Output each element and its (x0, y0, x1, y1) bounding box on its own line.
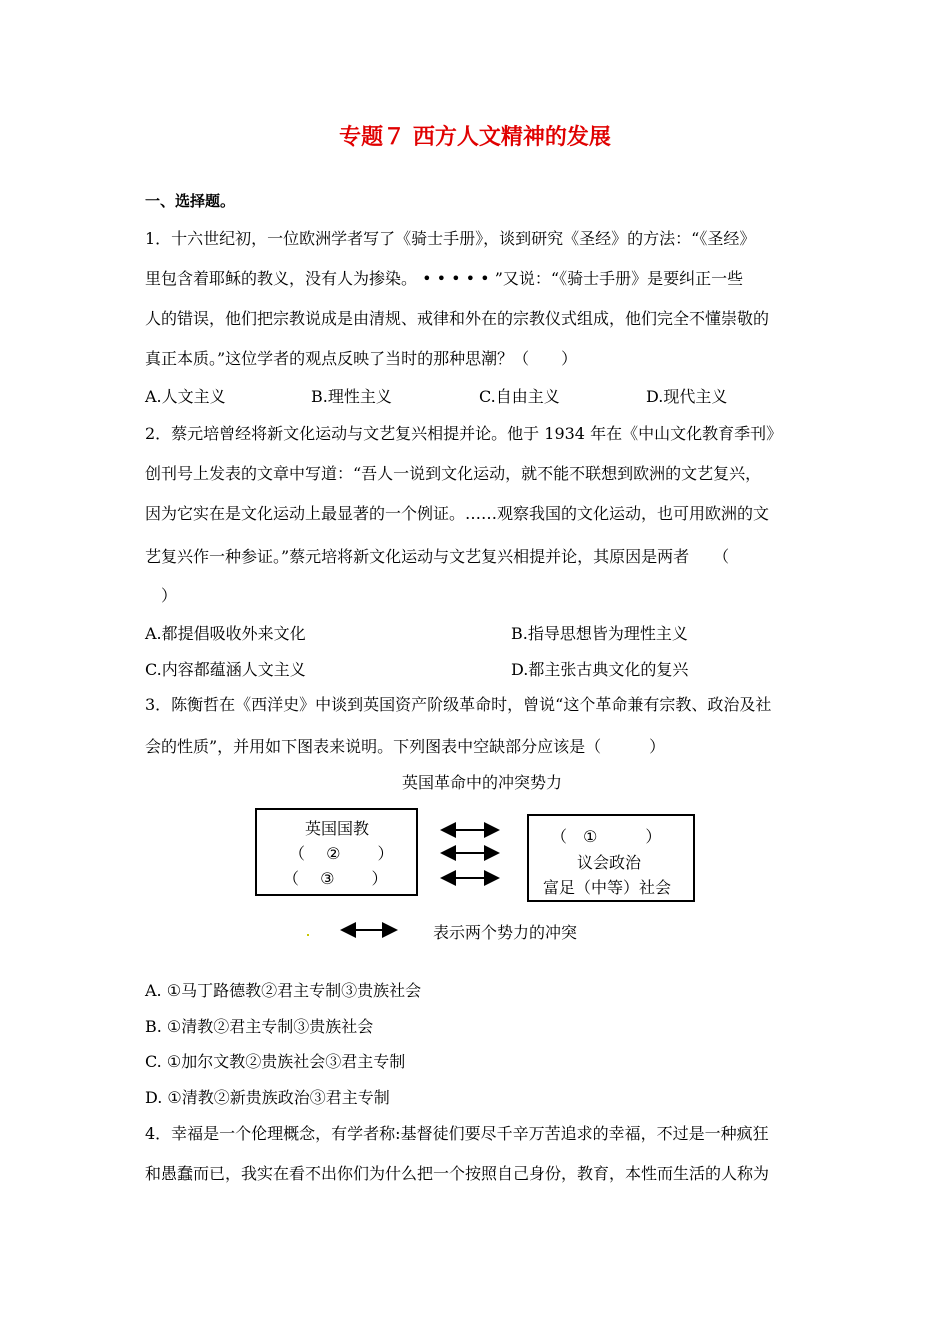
q2-option-a: A.都提倡吸收外来文化 (145, 624, 306, 643)
right-box-line: （ ① ） (551, 827, 662, 846)
q3-option-c: C. ①加尔文教②贵族社会③君主专制 (145, 1052, 406, 1071)
q3-option-b: B. ①清教②君主专制③贵族社会 (145, 1017, 374, 1036)
q1-option-d: D.现代主义 (646, 387, 728, 406)
q2-line: ） (145, 586, 178, 605)
q1-line: 真正本质。”这位学者的观点反映了当时的那种思潮？（ ） (145, 349, 578, 368)
q2-line: 2．蔡元培曾经将新文化运动与文艺复兴相提并论。他于 1934 年在《中山文化教育季刊》 (145, 424, 783, 443)
conflict-arrows (438, 820, 504, 890)
diagram-right-box (527, 814, 695, 902)
right-box-line: 议会政治 (577, 853, 642, 872)
q4-line: 和愚蠢而已，我实在看不出你们为什么把一个按照自己身份，教育，本性而生活的人称为 (145, 1164, 770, 1183)
q1-option-b: B.理性主义 (311, 387, 392, 406)
diagram-caption: 英国革命中的冲突势力 (402, 773, 563, 792)
q3-line: 3．陈衡哲在《西洋史》中谈到英国资产阶级革命时，曾说“这个革命兼有宗教、政治及社 (145, 695, 772, 714)
q2-line: 因为它实在是文化运动上最显著的一个例证。……观察我国的文化运动，也可用欧洲的文 (145, 504, 770, 523)
q1-line: 里包含着耶稣的教义，没有人为掺染。 • • • • • ”又说：“《骑士手册》是要纠正一些 (145, 269, 744, 288)
left-box-line: 英国国教 (305, 819, 370, 838)
q3-line: 会的性质”，并用如下图表来说明。下列图表中空缺部分应该是（ ） (145, 737, 666, 756)
left-box-line: （ ② ） (289, 844, 394, 863)
q1-option-c: C.自由主义 (479, 387, 560, 406)
q3-option-d: D. ①清教②新贵族政治③君主专制 (145, 1088, 390, 1107)
q1-line: 1．十六世纪初，一位欧洲学者写了《骑士手册》，谈到研究《圣经》的方法：“《圣经》 (145, 229, 756, 248)
diagram-legend: 表示两个势力的冲突 (433, 923, 578, 942)
q1-line: 人的错误，他们把宗教说成是由清规、戒律和外在的宗教仪式组成，他们完全不懂崇敬的 (145, 309, 770, 328)
right-box-line: 富足（中等）社会 (543, 878, 672, 897)
q2-line: 艺复兴作一种参证。”蔡元培将新文化运动与文艺复兴相提并论，其原因是两者 （ (145, 547, 730, 566)
legend-arrow-icon (338, 922, 402, 938)
stray-dot (307, 934, 309, 936)
q1-option-a: A.人文主义 (145, 387, 226, 406)
q4-line: 4．幸福是一个伦理概念，有学者称:基督徒们要尽千辛万苦追求的幸福，不过是一种疯狂 (145, 1124, 769, 1143)
section-heading: 一、选择题。 (145, 192, 236, 210)
diagram-left-box (255, 808, 418, 896)
q2-option-c: C.内容都蕴涵人文主义 (145, 660, 306, 679)
q3-option-a: A. ①马丁路德教②君主专制③贵族社会 (145, 981, 422, 1000)
q2-option-d: D.都主张古典文化的复兴 (511, 660, 689, 679)
left-box-line: （ ③ ） (283, 869, 388, 888)
page-title: 专题７ 西方人文精神的发展 (339, 125, 611, 150)
q2-line: 创刊号上发表的文章中写道：“吾人一说到文化运动，就不能不联想到欧洲的文艺复兴， (145, 464, 762, 483)
q2-option-b: B.指导思想皆为理性主义 (511, 624, 688, 643)
